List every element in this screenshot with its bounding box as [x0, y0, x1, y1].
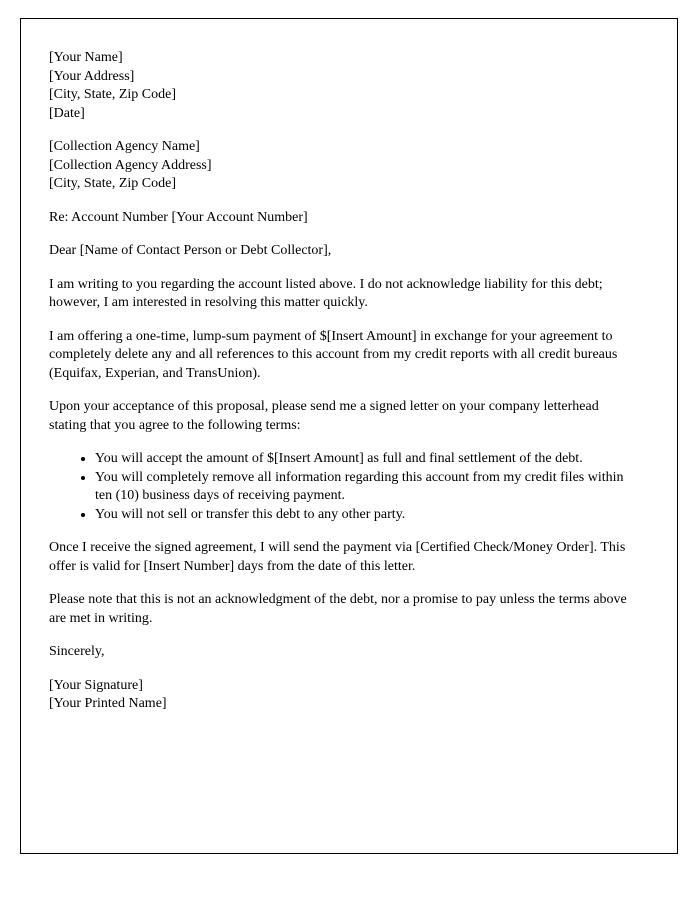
sender-block: [49, 49, 635, 123]
recipient-address-line: [Collection Agency Address]: [49, 157, 212, 173]
salutation: Dear [Name of Contact Person or Debt Collector],: [49, 243, 332, 258]
term-item-no-transfer: • You will not sell or transfer this debt to any other party.: [95, 506, 635, 525]
sign-off: Sincerely,: [49, 644, 105, 659]
paragraph-payment: Once I receive the signed agreement, I will send the payment via [Certified Check/Money Order]. This offer is valid for [Insert Number] days from the date of this letter.: [49, 540, 626, 574]
paragraph-terms-lead: Upon your acceptance of this proposal, please send me a signed letter on your company letterhead stating that you agree to the following terms:: [49, 399, 599, 433]
recipient-city-line: [City, State, Zip Code]: [49, 176, 177, 191]
recipient-block: [49, 138, 635, 194]
sender-name-line: [Your Name]: [49, 50, 123, 65]
signature-line: [Your Signature]: [49, 677, 143, 693]
terms-list: [49, 450, 635, 524]
letter-page: [20, 18, 678, 854]
date-line: [Date]: [49, 105, 85, 121]
paragraph-offer: I am offering a one-time, lump-sum payment of $[Insert Amount] in exchange for your agreement to completely delete any and all references to this account from my credit reports with all credit bureaus (Equifax, Experian, and TransUnion).: [49, 328, 618, 381]
term-item-removal: • You will completely remove all information regarding this account from my credit files within ten (10) business days of receiving payment.: [95, 469, 635, 506]
paragraph-disclaimer: Please note that this is not an acknowledgment of the debt, nor a promise to pay unless the terms above are met in writing.: [49, 592, 627, 626]
paragraph-intro: I am writing to you regarding the account listed above. I do not acknowledge liability for this debt; however, I am interested in resolving this matter quickly.: [49, 276, 603, 310]
sender-address-line: [Your Address]: [49, 68, 135, 84]
subject-line: Re: Account Number [Your Account Number]: [49, 209, 308, 225]
recipient-name-line: [Collection Agency Name]: [49, 139, 200, 154]
printed-name-line: [Your Printed Name]: [49, 696, 167, 711]
signature-block: [49, 677, 635, 714]
sender-city-line: [City, State, Zip Code]: [49, 87, 177, 102]
term-item-settlement: • You will accept the amount of $[Insert Amount] as full and final settlement of the debt.: [95, 450, 635, 469]
